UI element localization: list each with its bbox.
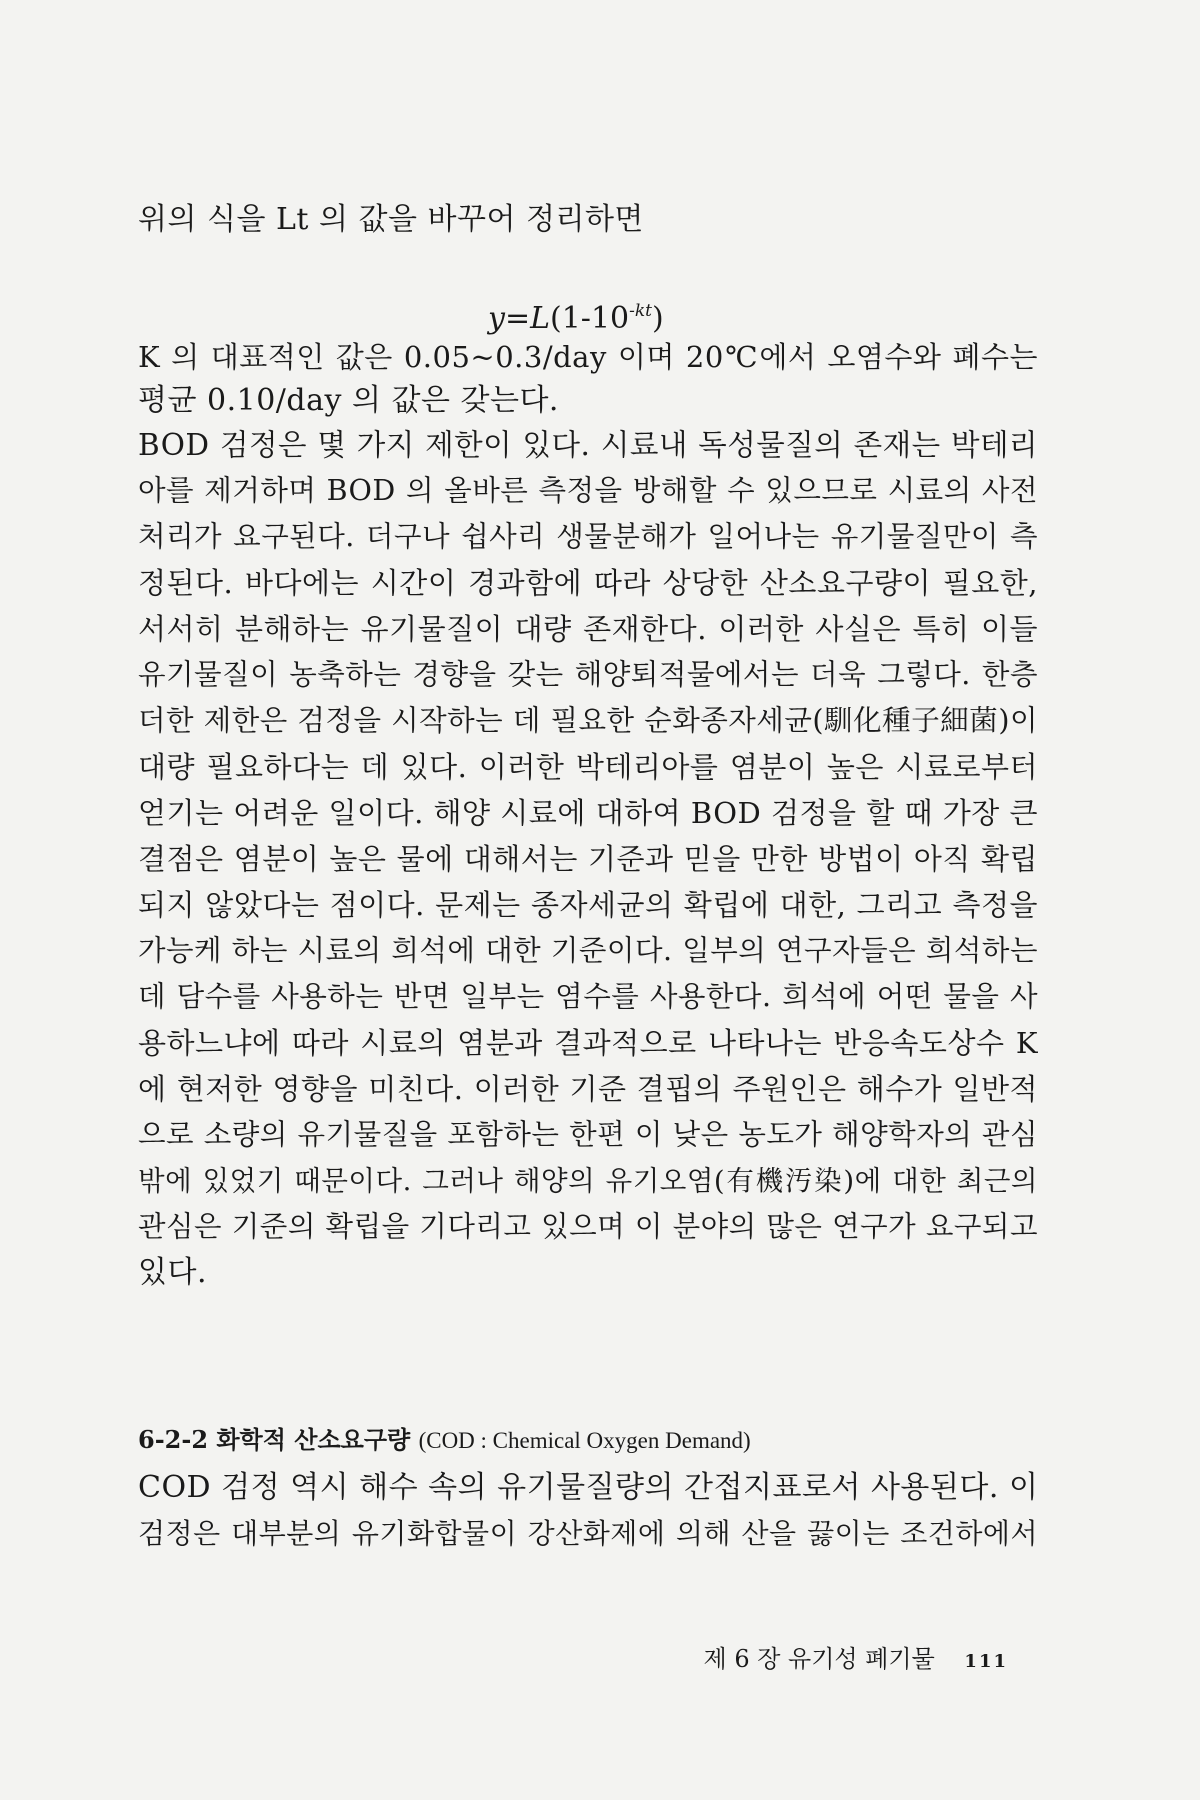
paragraph2-line: 결점은 염분이 높은 물에 대해서는 기준과 믿을 만한 방법이 아직 확립 — [138, 842, 1038, 876]
section-title: 6-2-2 화학적 산소요구량 — [138, 1425, 411, 1454]
section-heading — [138, 1423, 751, 1458]
paragraph2-line: 정된다. 바다에는 시간이 경과함에 따라 상당한 산소요구량이 필요한, — [138, 566, 1038, 600]
paragraph2-line: 대량 필요하다는 데 있다. 이러한 박테리아를 염분이 높은 시료로부터 — [138, 750, 1038, 784]
paragraph2-line: 있다. — [138, 1255, 207, 1290]
paragraph2-line: 으로 소량의 유기물질을 포함하는 한편 이 낮은 농도가 해양학자의 관심 — [138, 1118, 1038, 1151]
bod-formula — [488, 289, 664, 341]
paragraph2-line: 더한 제한은 검정을 시작하는 데 필요한 순화종자세균(馴化種子細菌)이 — [138, 704, 1038, 737]
formula-equals: = — [504, 301, 531, 336]
formula-exponent: -kt — [629, 301, 653, 321]
intro-sentence: 위의 식을 Lt 의 값을 바꾸어 정리하면 — [138, 202, 644, 237]
paragraph1-line: K 의 대표적인 값은 0.05~0.3/day 이며 20℃에서 오염수와 폐수는 — [138, 340, 1038, 374]
paragraph2-line: 밖에 있었기 때문이다. 그러나 해양의 유기오염(有機汚染)에 대한 최근의 — [138, 1165, 1038, 1197]
paragraph2-line: 유기물질이 농축하는 경향을 갖는 해양퇴적물에서는 더욱 그렇다. 한층 — [138, 658, 1038, 691]
paragraph2-line: 관심은 기준의 확립을 기다리고 있으며 이 분야의 많은 연구가 요구되고 — [138, 1210, 1038, 1243]
paragraph2-line: 처리가 요구된다. 더구나 쉽사리 생물분해가 일어나는 유기물질만이 측 — [138, 520, 1038, 553]
page-number: 111 — [964, 1651, 1008, 1672]
paragraph2-line: 얻기는 어려운 일이다. 해양 시료에 대하여 BOD 검정을 할 때 가장 큰 — [138, 796, 1038, 830]
paragraph2-line: 가능케 하는 시료의 희석에 대한 기준이다. 일부의 연구자들은 희석하는 — [138, 934, 1038, 967]
running-footer-chapter: 제 6 장 유기성 폐기물 — [703, 1645, 935, 1673]
paragraph1-line: 평균 0.10/day 의 값은 갖는다. — [138, 383, 559, 418]
paragraph2-line: 되지 않았다는 점이다. 문제는 종자세균의 확립에 대한, 그리고 측정을 — [138, 888, 1038, 922]
paragraph2-line: 데 담수를 사용하는 반면 일부는 염수를 사용한다. 희석에 어떤 물을 사 — [138, 980, 1038, 1013]
paragraph3-line: 검정은 대부분의 유기화합물이 강산화제에 의해 산을 끓이는 조건하에서 — [138, 1517, 1038, 1550]
paragraph2-line: 서서히 분해하는 유기물질이 대량 존재한다. 이러한 사실은 특히 이들 — [138, 612, 1038, 646]
formula-paren-open: (1-10 — [550, 301, 630, 336]
paragraph3-line: COD 검정 역시 해수 속의 유기물질량의 간접지표로서 사용된다. 이 — [138, 1470, 1039, 1505]
section-subtitle: (COD : Chemical Oxygen Demand) — [418, 1428, 751, 1453]
page-footer — [704, 1642, 1008, 1679]
formula-L: L — [530, 301, 551, 336]
paragraph2-line: 용하느냐에 따라 시료의 염분과 결과적으로 나타나는 반응속도상수 K — [138, 1026, 1038, 1060]
formula-y: y — [488, 301, 505, 336]
paragraph2-line: 아를 제거하며 BOD 의 올바른 측정을 방해할 수 있으므로 시료의 사전 — [138, 474, 1038, 507]
paragraph2-line: BOD 검정은 몇 가지 제한이 있다. 시료내 독성물질의 존재는 박테리 — [138, 428, 1038, 462]
paragraph2-line: 에 현저한 영향을 미친다. 이러한 기준 결핍의 주원인은 해수가 일반적 — [138, 1072, 1038, 1106]
formula-paren-close: ) — [652, 301, 664, 336]
